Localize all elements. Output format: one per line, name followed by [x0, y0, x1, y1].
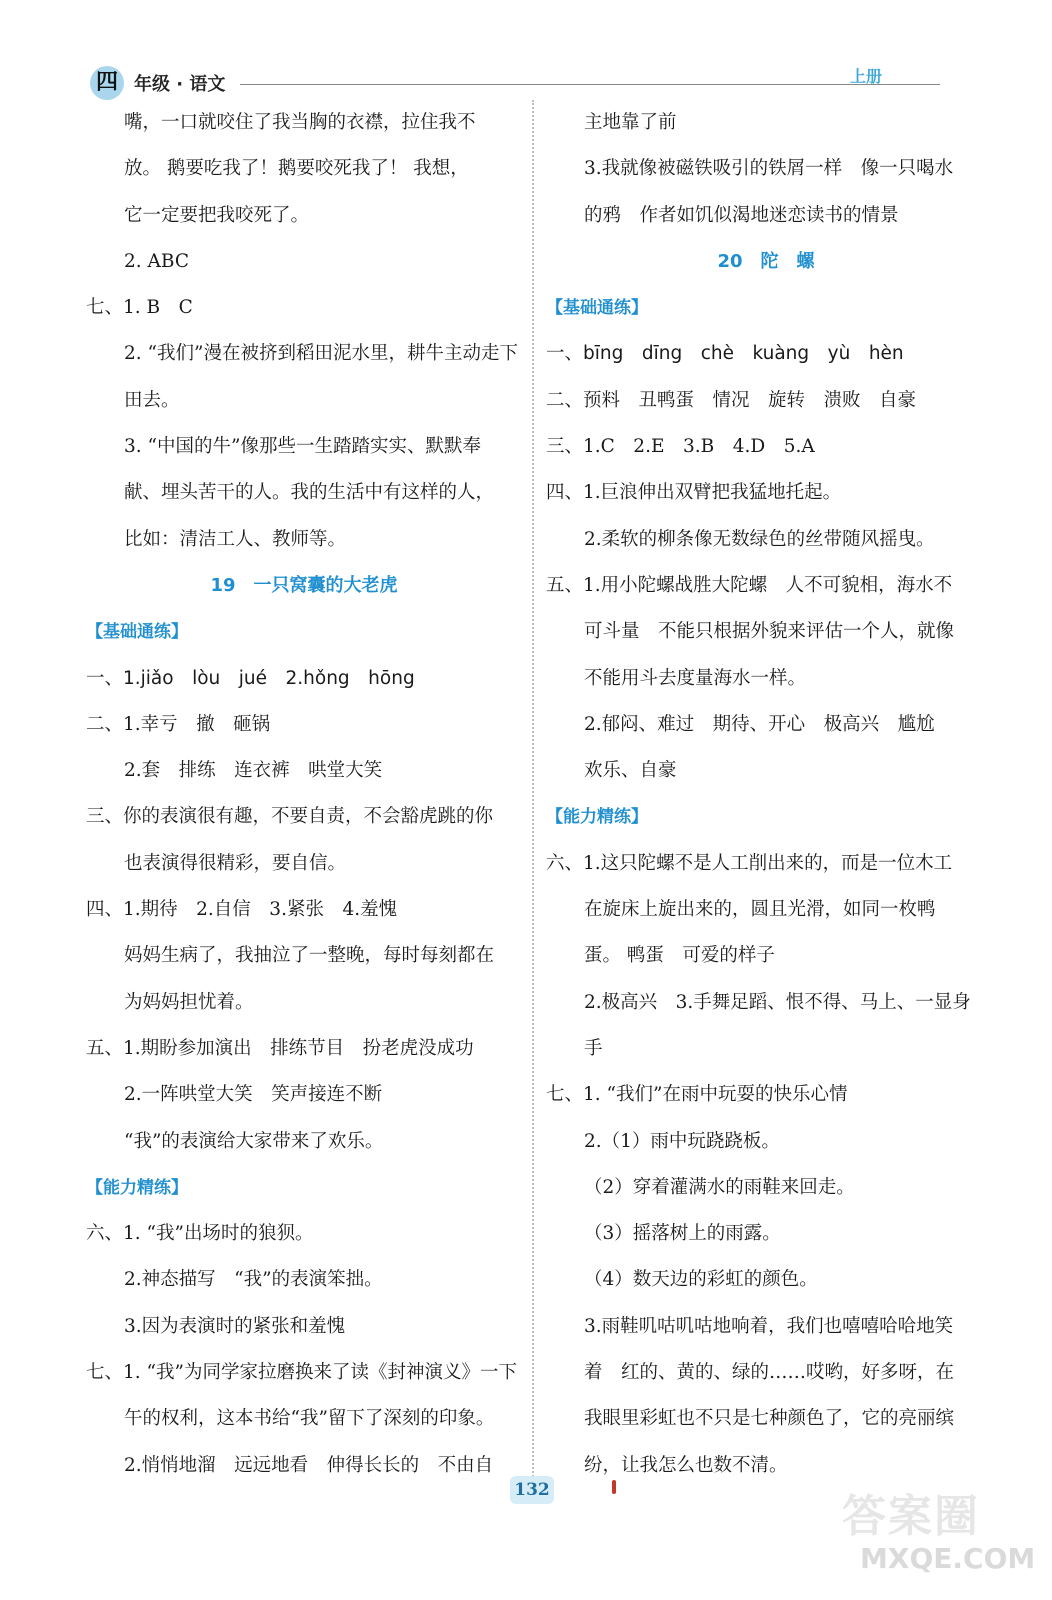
answer-line: 为妈妈担忧着。 — [124, 991, 254, 1013]
answer-line: 不能用斗去度量海水一样。 — [584, 667, 807, 689]
lesson-title: 20 陀 螺 — [717, 250, 815, 272]
watermark-text: 答案圈 — [842, 1491, 980, 1542]
answer-line: 它一定要把我咬死了。 — [124, 204, 310, 226]
header-right-label: 上册 — [850, 67, 883, 84]
left-column — [86, 100, 522, 1489]
answer-line: 的鸦 作者如饥似渴地迷恋读书的情景 — [584, 204, 899, 226]
answer-line: 2.套 排练 连衣裤 哄堂大笑 — [124, 760, 383, 782]
answer-line: 二、1.幸亏 撤 砸锅 — [86, 713, 271, 735]
answer-line: 手 — [584, 1037, 603, 1059]
answer-line: 七、1. “我”为同学家拉磨换来了读《封神演义》一下 — [86, 1362, 517, 1384]
answer-line: 主地靠了前 — [584, 112, 677, 133]
answer-line: 蛋。 鸭蛋 可爱的样子 — [584, 945, 775, 967]
answer-line: 一、bīng dīng chè kuàng yù hèn — [546, 343, 904, 365]
answer-line: 我眼里彩虹也不只是七种颜色了，它的亮丽缤 — [584, 1408, 955, 1430]
answer-line: 2.神态描写 “我”的表演笨拙。 — [124, 1269, 383, 1291]
answer-line: 七、1. B C — [86, 297, 193, 319]
grade-badge: 四 — [90, 66, 124, 100]
answer-line: 2. “我们”漫在被挤到稻田泥水里，耕牛主动走下 — [124, 343, 518, 365]
answer-line: 嘴，一口就咬住了我当胸的衣襟，拉住我不 — [124, 112, 476, 133]
answer-line: 放。 鹅要吃我了！鹅要咬死我了！ 我想， — [124, 158, 469, 180]
right-column — [546, 100, 986, 1489]
section-heading: 【基础通练】 — [86, 622, 188, 643]
answer-line: 2.悄悄地溜 远远地看 伸得长长的 不由自 — [124, 1454, 494, 1476]
red-mark — [612, 1480, 616, 1494]
answer-line: 妈妈生病了，我抽泣了一整晚，每时每刻都在 — [124, 945, 495, 967]
subject-label: 年级 · 语文 — [134, 74, 226, 95]
answer-line: 六、1. “我”出场时的狼狈。 — [86, 1223, 314, 1245]
answer-line: 六、1.这只陀螺不是人工削出来的，而是一位木工 — [546, 852, 953, 874]
answer-line: 2.一阵哄堂大笑 笑声接连不断 — [124, 1084, 383, 1106]
column-divider — [532, 100, 534, 1500]
answer-line: 五、1.期盼参加演出 排练节目 扮老虎没成功 — [86, 1037, 474, 1059]
answer-line: 3.雨鞋叽咕叽咕地响着，我们也嘻嘻哈哈地笑 — [584, 1315, 954, 1337]
page-header — [90, 64, 970, 100]
answer-line: 纷，让我怎么也数不清。 — [584, 1454, 788, 1476]
answer-line: （2）穿着灌满水的雨鞋来回走。 — [584, 1176, 855, 1198]
section-heading: 【能力精练】 — [86, 1177, 188, 1198]
answer-line: 2.（1）雨中玩跷跷板。 — [584, 1130, 780, 1152]
header-rule — [240, 84, 940, 85]
answer-line: 五、1.用小陀螺战胜大陀螺 人不可貌相，海水不 — [546, 574, 953, 596]
answer-line: 2.郁闷、难过 期待、开心 极高兴 尴尬 — [584, 713, 935, 735]
answer-line: 二、预料 丑鸭蛋 情况 旋转 溃败 自豪 — [546, 389, 917, 411]
answer-line: 3. “中国的牛”像那些一生踏踏实实、默默奉 — [124, 436, 481, 458]
answer-line: “我”的表演给大家带来了欢乐。 — [124, 1130, 384, 1152]
answer-line: 午的权利，这本书给“我”留下了深刻的印象。 — [124, 1408, 495, 1430]
answer-line: 一、1.jiǎo lòu jué 2.hǒng hōng — [86, 667, 415, 689]
answer-line: 2.极高兴 3.手舞足蹈、恨不得、马上、一显身 — [584, 991, 971, 1013]
answer-line: 着 红的、黄的、绿的……哎哟，好多呀，在 — [584, 1362, 955, 1384]
answer-line: 3.因为表演时的紧张和羞愧 — [124, 1315, 346, 1337]
answer-line: 田去。 — [124, 389, 180, 411]
answer-line: （4）数天边的彩虹的颜色。 — [584, 1269, 818, 1291]
answer-line: 献、埋头苦干的人。我的生活中有这样的人， — [124, 482, 495, 504]
answer-line: 比如：清洁工人、教师等。 — [124, 528, 347, 550]
answer-line: （3）摇落树上的雨露。 — [584, 1223, 781, 1245]
answer-line: 三、1.C 2.E 3.B 4.D 5.A — [546, 436, 815, 458]
answer-line: 四、1.巨浪伸出双臂把我猛地托起。 — [546, 482, 842, 504]
answer-line: 2.柔软的柳条像无数绿色的丝带随风摇曳。 — [584, 528, 935, 550]
page-number: 132 — [510, 1476, 554, 1504]
answer-line: 在旋床上旋出来的，圆且光滑，如同一枚鸭 — [584, 899, 936, 921]
section-heading: 【基础通练】 — [546, 298, 648, 319]
answer-line: 可斗量 不能只根据外貌来评估一个人，就像 — [584, 621, 955, 643]
answer-line: 3.我就像被磁铁吸引的铁屑一样 像一只喝水 — [584, 158, 954, 180]
answer-line: 七、1. “我们”在雨中玩耍的快乐心情 — [546, 1084, 848, 1106]
section-heading: 【能力精练】 — [546, 807, 648, 828]
watermark-url: MXQE.COM — [860, 1542, 1036, 1575]
answer-line: 四、1.期待 2.自信 3.紧张 4.羞愧 — [86, 899, 398, 921]
lesson-title: 19 一只窝囊的大老虎 — [210, 574, 398, 596]
watermark — [842, 1480, 1042, 1590]
answer-line: 三、你的表演很有趣，不要自责，不会豁虎跳的你 — [86, 806, 494, 828]
answer-line: 2. ABC — [124, 250, 189, 272]
answer-line: 欢乐、自豪 — [584, 760, 677, 782]
answer-line: 也表演得很精彩，要自信。 — [124, 852, 347, 874]
